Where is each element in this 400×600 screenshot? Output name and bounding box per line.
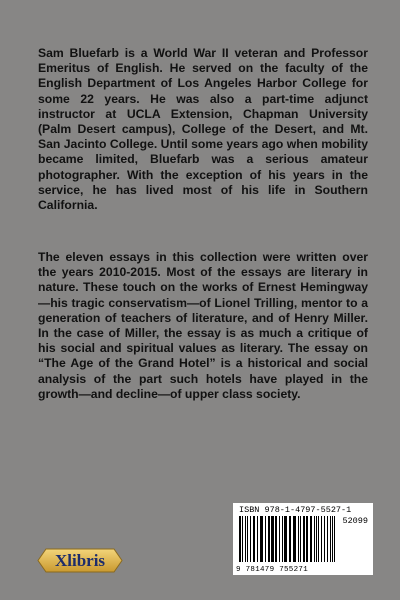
price-code: 52099 xyxy=(342,516,368,526)
barcode-digits: 9 781479 755271 xyxy=(236,566,309,574)
author-bio-paragraph: Sam Bluefarb is a World War II veteran and Professor Emeritus of English. He served on the faculty of the English Department of Los Angeles Harbor College for some 22 years. He was also a part-time adjunct instructor at UCLA Extension, Chapman University (Palm Desert campus), College of the Desert, and Mt. San Jacinto College. Until some years ago when mobility became limited, Bluefarb was a serious amateur photographer. With the exception of his years in the service, he has lived most of his life in Southern California. xyxy=(38,46,368,213)
isbn-number: ISBN 978-1-4797-5527-1 xyxy=(239,505,352,515)
book-description-paragraph: The eleven essays in this collection were written over the years 2010-2015. Most of the essays are literary in nature. These touch on the works of Ernest Hemingway—his tragic conservatism—of Lionel Trilling, mentor to a generation of teachers of literature, and of Henry Miller. In the case of Miller, the essay is as much a critique of his social and spiritual values as literary. The essay on “The Age of the Grand Hotel” is a historical and social analysis of the part such hotels have played in the growth—and decline—of upper class society. xyxy=(38,250,368,401)
publisher-logo xyxy=(34,547,126,574)
publisher-logo-text: Xlibris xyxy=(54,550,106,570)
isbn-barcode xyxy=(233,503,373,575)
barcode-bars xyxy=(239,516,337,562)
